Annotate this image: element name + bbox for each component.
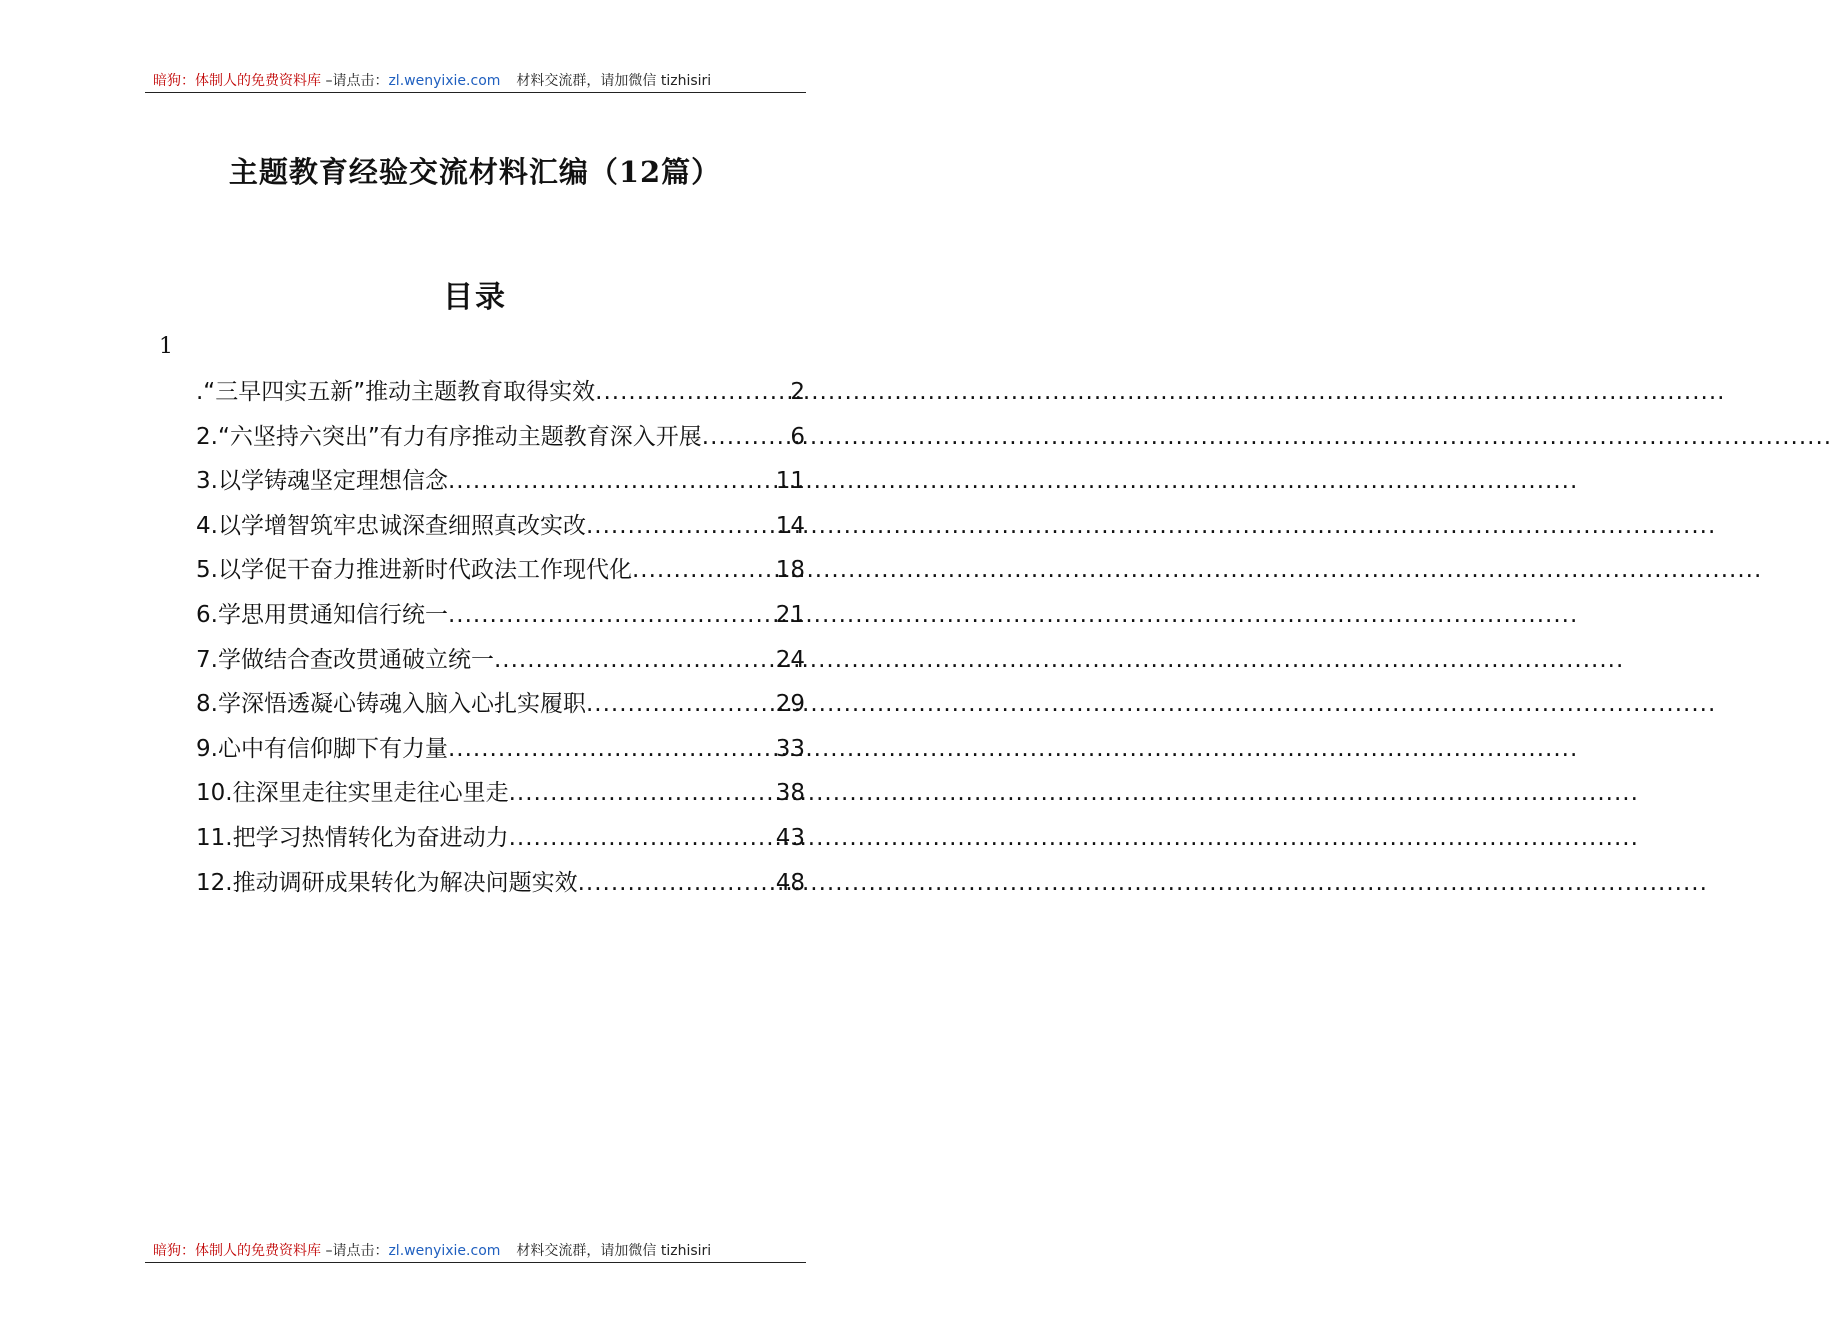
toc-leader bbox=[578, 861, 776, 906]
toc-leader bbox=[509, 816, 776, 861]
toc-list bbox=[196, 370, 805, 905]
toc-entry-label: 12.推动调研成果转化为解决问题实效 bbox=[196, 869, 578, 896]
toc-entry[interactable] bbox=[196, 727, 805, 772]
banner-brand-text: 暗狗：体制人的免费资料库 bbox=[153, 73, 321, 89]
toc-entry[interactable] bbox=[196, 593, 805, 638]
toc-entry-page: 2 bbox=[790, 379, 805, 405]
toc-entry-page: 38 bbox=[775, 780, 805, 807]
toc-entry[interactable] bbox=[196, 415, 805, 460]
banner-group-text: 材料交流群，请加微信 tizhisiri bbox=[516, 1243, 712, 1259]
toc-entry[interactable] bbox=[196, 771, 805, 816]
toc-entry-page: 18 bbox=[775, 557, 805, 584]
toc-entry-label: 7.学做结合查改贯通破立统一 bbox=[196, 646, 494, 673]
toc-entry-label: .“三早四实五新”推动主题教育取得实效 bbox=[196, 379, 596, 405]
toc-entry-label: 3.以学铸魂坚定理想信念 bbox=[196, 468, 448, 495]
toc-entry[interactable] bbox=[196, 548, 805, 593]
toc-entry-label: 4.以学增智筑牢忠诚深查细照真改实改 bbox=[196, 512, 586, 539]
toc-entry-label: 11.把学习热情转化为奋进动力 bbox=[196, 824, 509, 851]
toc-entry-page: 21 bbox=[775, 601, 805, 628]
toc-entry[interactable] bbox=[196, 459, 805, 504]
banner-group-text: 材料交流群，请加微信 tizhisiri bbox=[516, 73, 712, 89]
footer-banner bbox=[145, 1240, 806, 1263]
toc-entry-page: 48 bbox=[775, 869, 805, 896]
toc-leader bbox=[448, 727, 776, 772]
toc-leader bbox=[586, 504, 776, 549]
toc-leader bbox=[494, 638, 776, 683]
toc-entry[interactable] bbox=[196, 682, 805, 727]
toc-entry-label: 8.学深悟透凝心铸魂入脑入心扎实履职 bbox=[196, 691, 586, 718]
banner-link[interactable]: zl.wenyixie.com bbox=[388, 73, 501, 89]
toc-entry-page: 29 bbox=[775, 691, 805, 718]
toc-entry-page: 6 bbox=[790, 423, 805, 450]
toc-entry-label: 10.往深里走往实里走往心里走 bbox=[196, 780, 509, 807]
banner-link[interactable]: zl.wenyixie.com bbox=[388, 1243, 501, 1259]
toc-entry-label: 2.“六坚持六突出”有力有序推动主题教育深入开展 bbox=[196, 423, 702, 450]
banner-prompt-text: –请点击： bbox=[321, 1243, 389, 1259]
toc-entry[interactable] bbox=[196, 638, 805, 683]
toc-leader bbox=[448, 593, 776, 638]
toc-leader bbox=[632, 548, 776, 593]
toc-leader bbox=[702, 415, 791, 460]
toc-entry[interactable] bbox=[196, 816, 805, 861]
document-title: 主题教育经验交流材料汇编（12篇） bbox=[228, 155, 722, 189]
toc-leader bbox=[586, 682, 776, 727]
toc-entry-page: 33 bbox=[775, 735, 805, 762]
toc-entry-page: 14 bbox=[775, 512, 805, 539]
toc-leader bbox=[448, 459, 776, 504]
toc-entry-label: 6.学思用贯通知信行统一 bbox=[196, 601, 448, 628]
header-banner bbox=[145, 70, 806, 93]
toc-entry-label: 9.心中有信仰脚下有力量 bbox=[196, 735, 448, 762]
toc-entry[interactable] bbox=[196, 861, 805, 906]
toc-entry[interactable] bbox=[196, 504, 805, 549]
toc-leader bbox=[509, 771, 776, 816]
stray-number: 1 bbox=[159, 334, 173, 359]
toc-entry-page: 11 bbox=[775, 468, 805, 495]
toc-leader bbox=[595, 370, 790, 415]
banner-brand-text: 暗狗：体制人的免费资料库 bbox=[153, 1243, 321, 1259]
banner-prompt-text: –请点击： bbox=[321, 73, 389, 89]
toc-heading: 目录 bbox=[443, 280, 507, 315]
toc-entry-label: 5.以学促干奋力推进新时代政法工作现代化 bbox=[196, 557, 632, 584]
toc-entry[interactable] bbox=[196, 370, 805, 415]
toc-entry-page: 43 bbox=[775, 824, 805, 851]
toc-entry-page: 24 bbox=[775, 646, 805, 673]
